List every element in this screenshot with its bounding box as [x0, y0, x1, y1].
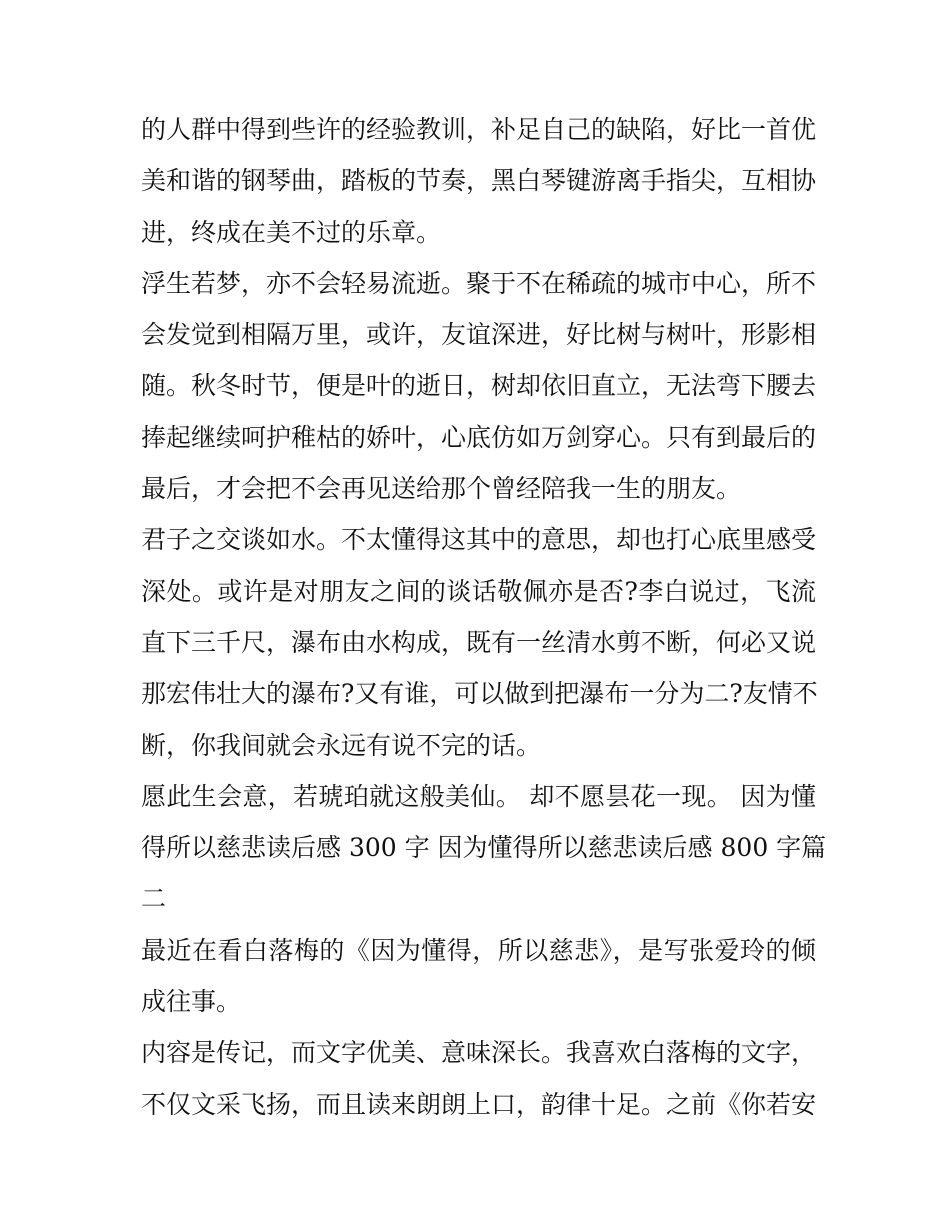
text-line: 君子之交谈如水。不太懂得这其中的意思，却也打心底里感受	[141, 525, 817, 555]
text-line: 断，你我间就会永远有说不完的话。	[141, 730, 542, 760]
text-line: 进，终成在美不过的乐章。	[141, 217, 442, 247]
text-line: 直下三千尺，瀑布由水构成，既有一丝清水剪不断，何必又说	[141, 627, 817, 657]
text-line: 那宏伟壮大的瀑布?又有谁，可以做到把瀑布一分为二?友情不	[141, 679, 818, 709]
text-line: 二	[141, 884, 167, 914]
text-line: 深处。或许是对朋友之间的谈话敬佩亦是否?李白说过，飞流	[141, 576, 816, 606]
text-line: 的人群中得到些许的经验教训，补足自己的缺陷，好比一首优	[141, 115, 817, 144]
text-line: 捧起继续呵护稚枯的娇叶，心底仿如万剑穿心。只有到最后的	[141, 422, 817, 452]
text-line: 美和谐的钢琴曲，踏板的节奏，黑白琴键游离手指尖，互相协	[141, 166, 817, 196]
text-line: 得所以慈悲读后感 300 字 因为懂得所以慈悲读后感 800 字篇	[141, 833, 827, 863]
text-line: 最近在看白落梅的《因为懂得，所以慈悲》，是写张爱玲的倾	[141, 935, 816, 965]
text-line: 会发觉到相隔万里，或许，友谊深进，好比树与树叶，形影相	[141, 320, 817, 350]
text-line: 愿此生会意，若琥珀就这般美仙。 却不愿昙花一现。 因为懂	[141, 781, 816, 811]
text-line: 最后，才会把不会再见送给那个曾经陪我一生的朋友。	[141, 474, 742, 504]
document-body	[141, 104, 827, 1130]
text-line: 不仅文采飞扬，而且读来朗朗上口，韵律十足。之前《你若安	[141, 1089, 817, 1119]
text-line: 浮生若梦，亦不会轻易流逝。聚于不在稀疏的城市中心，所不	[141, 268, 817, 298]
text-line: 成往事。	[141, 987, 242, 1017]
text-line: 随。秋冬时节，便是叶的逝日，树却依旧直立，无法弯下腰去	[141, 371, 817, 401]
text-line: 内容是传记，而文字优美、意味深长。我喜欢白落梅的文字，	[141, 1038, 817, 1068]
